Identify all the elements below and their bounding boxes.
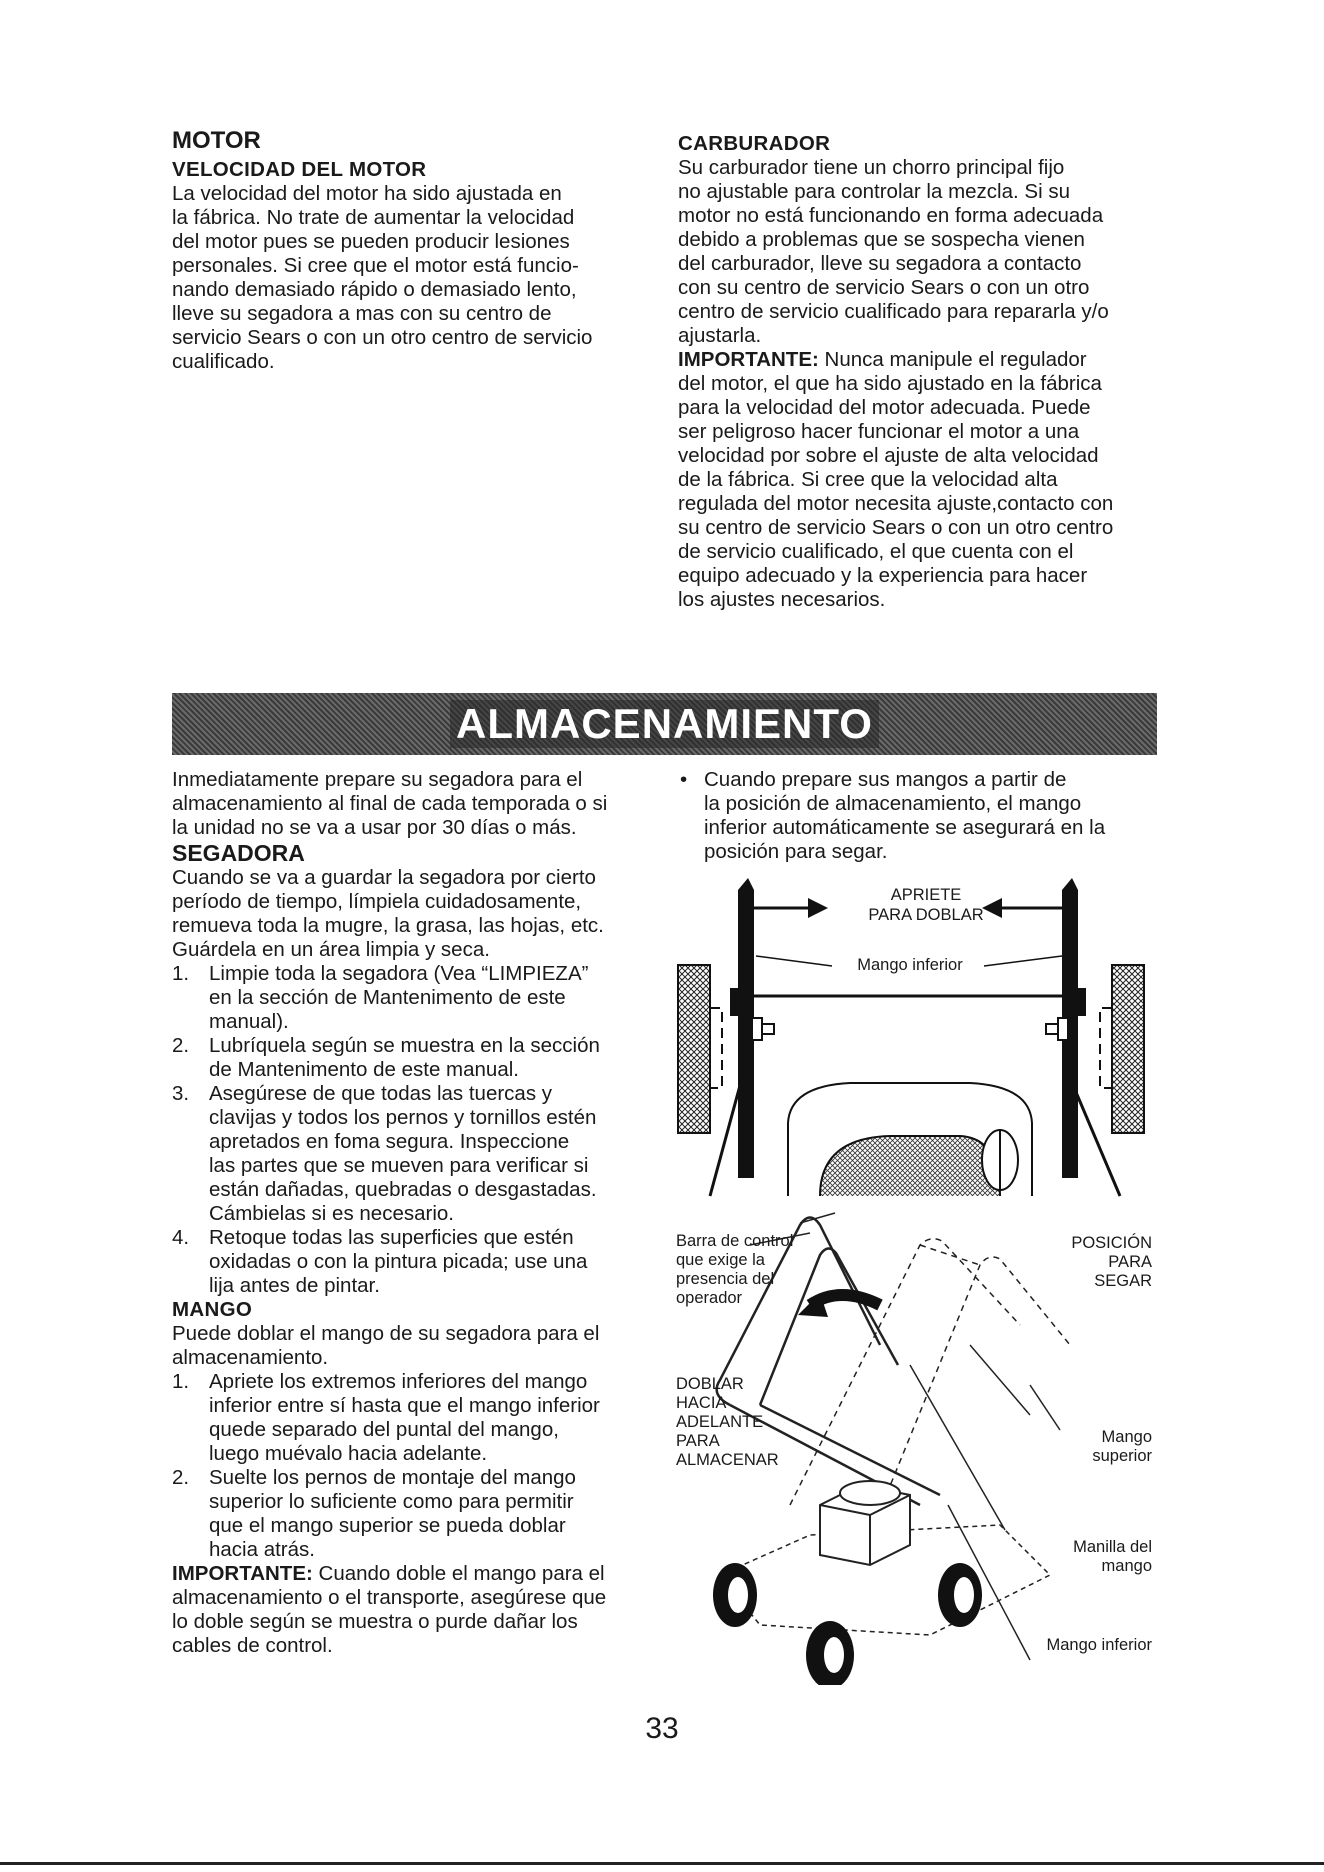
bullet-line: inferior automáticamente se asegurará en la [704, 816, 1106, 839]
manilla-line: mango [1101, 1557, 1152, 1575]
step-number: 3. [172, 1082, 190, 1105]
motor-text-line: la fábrica. No trate de aumentar la velocidad [172, 206, 575, 229]
carburador-text-line: motor no está funcionando en forma adecuada [678, 204, 1104, 227]
step-number: 2. [172, 1466, 190, 1489]
bullet-dot: • [680, 768, 688, 791]
carburador-title: CARBURADOR [678, 132, 831, 155]
mango-step-item [172, 1370, 652, 1466]
carburador-section [678, 132, 1168, 612]
para-doblar-text: PARA DOBLAR [868, 906, 984, 924]
motor-section [172, 127, 652, 374]
right-wheel [1112, 965, 1144, 1133]
mango-step-item [172, 1466, 652, 1562]
barra-line: presencia del [676, 1270, 775, 1288]
mango-inferior-text: Mango inferior [1046, 1636, 1152, 1654]
step-number: 4. [172, 1226, 190, 1249]
bullet-line: la posición de almacenamiento, el mango [704, 792, 1082, 815]
mango-important [172, 1562, 652, 1586]
carburador-text-line: Su carburador tiene un chorro principal fijo [678, 156, 1065, 179]
motor-speed-subtitle: VELOCIDAD DEL MOTOR [172, 158, 427, 181]
page-number: 33 [645, 1712, 679, 1745]
carburador-important-line: de servicio cualificado, el que cuenta con el [678, 540, 1074, 563]
handle-squeeze-illustration [670, 878, 1165, 1198]
motor-text-line: La velocidad del motor ha sido ajustada en [172, 182, 562, 205]
step-number: 1. [172, 962, 190, 985]
important-text: Cuando doble el mango para el [312, 1562, 605, 1585]
posicion-line: PARA [1108, 1253, 1152, 1271]
mango-line: almacenamiento. [172, 1346, 329, 1369]
segadora-line: Guárdela en un área limpia y seca. [172, 938, 490, 961]
step-line: clavijas y todos los pernos y tornillos estén [209, 1106, 597, 1129]
mango-title: MANGO [172, 1298, 253, 1321]
step-line: Asegúrese de que todas las tuercas y [209, 1082, 553, 1105]
carburador-important-line: velocidad por sobre el ajuste de alta velocidad [678, 444, 1099, 467]
front-right-wheel [938, 1563, 982, 1627]
motor-text-line: del motor pues se pueden producir lesiones [172, 230, 570, 253]
carburador-important [678, 348, 1168, 372]
segadora-line: período de tiempo, límpiela cuidadosamente, [172, 890, 582, 913]
step-line: Apriete los extremos inferiores del mango [209, 1370, 588, 1393]
step-line: superior lo suficiente como para permitir [209, 1490, 574, 1513]
intro-line: Inmediatamente prepare su segadora para el [172, 768, 583, 791]
banner-title: ALMACENAMIENTO [450, 700, 879, 748]
step-line: en la sección de Mantenimento de este [209, 986, 566, 1009]
step-line: que el mango superior se pueda doblar [209, 1514, 566, 1537]
step-number: 2. [172, 1034, 190, 1057]
step-number: 1. [172, 1370, 190, 1393]
step-item [172, 1226, 652, 1298]
bullet-line: posición para segar. [704, 840, 888, 863]
important-label: IMPORTANTE: [678, 348, 819, 371]
doblar-line: DOBLAR [676, 1375, 744, 1393]
carburador-important-line: equipo adecuado y la experiencia para hacer [678, 564, 1088, 587]
label-manilla [1040, 1538, 1152, 1576]
segadora-line: remueva toda la mugre, la grasa, las hojas, etc. [172, 914, 604, 937]
carburador-important-line: su centro de servicio Sears o con un otro centro [678, 516, 1114, 539]
motor-title: MOTOR [172, 127, 261, 154]
manilla-line: Manilla del [1073, 1538, 1152, 1556]
step-line: Limpie toda la segadora (Vea “LIMPIEZA” [209, 962, 589, 985]
step-line: Retoque todas las superficies que estén [209, 1226, 574, 1249]
barra-line: operador [676, 1289, 743, 1307]
doblar-line: ADELANTE [676, 1413, 764, 1431]
step-line: luego muévalo hacia adelante. [209, 1442, 488, 1465]
squeeze-arrow-left [754, 898, 828, 918]
carburador-text-line: centro de servicio cualificado para repararla y/o [678, 300, 1109, 323]
label-mango-inferior-top [836, 956, 984, 975]
carburador-important-line: de la fábrica. Si cree que la velocidad alta [678, 468, 1058, 491]
posicion-line: SEGAR [1094, 1272, 1152, 1290]
step-item [172, 1082, 652, 1226]
bottom-divider [0, 1862, 1324, 1865]
step-line: de Mantenimento de este manual. [209, 1058, 519, 1081]
motor-text-line: lleve su segadora a mas con su centro de [172, 302, 552, 325]
label-barra-control [676, 1232, 836, 1308]
intro-line: la unidad no se va a usar por 30 días o más. [172, 816, 577, 839]
front-left-wheel [713, 1563, 757, 1627]
intro-line: almacenamiento al final de cada temporada o si [172, 792, 608, 815]
doblar-line: ALMACENAR [676, 1451, 779, 1469]
motor-text-line: servicio Sears o con un otro centro de servicio [172, 326, 593, 349]
almacenamiento-banner [172, 693, 1157, 755]
carburador-important-line: del motor, el que ha sido ajustado en la fábrica [678, 372, 1102, 395]
mango-inferior-text: Mango inferior [857, 956, 963, 974]
barra-line: Barra de control [676, 1232, 794, 1250]
step-line: quede separado del puntal del mango, [209, 1418, 559, 1441]
step-line: lija antes de pintar. [209, 1274, 380, 1297]
carburador-important-line: ser peligroso hacer funcionar el motor a una [678, 420, 1080, 443]
step-item [172, 962, 652, 1034]
step-line: inferior entre sí hasta que el mango inferior [209, 1394, 600, 1417]
doblar-line: PARA [676, 1432, 720, 1450]
step-line: están dañadas, quebradas o desgastadas. [209, 1178, 597, 1201]
carburador-text-line: ajustarla. [678, 324, 762, 347]
label-apriete [876, 886, 976, 905]
carburador-text-line: no ajustable para controlar la mezcla. Si su [678, 180, 1070, 203]
label-mango-superior [1040, 1428, 1152, 1466]
step-item [172, 1034, 652, 1082]
step-line: Cámbielas si es necesario. [209, 1202, 454, 1225]
carburador-important-line: para la velocidad del motor adecuada. Puede [678, 396, 1091, 419]
step-line: las partes que se mueven para verificar si [209, 1154, 589, 1177]
barra-line: que exige la [676, 1251, 765, 1269]
label-doblar-adelante [676, 1375, 816, 1470]
step-line: manual). [209, 1010, 289, 1033]
carburador-text-line: con su centro de servicio Sears o con un otro [678, 276, 1090, 299]
mango-line: Puede doblar el mango de su segadora para el [172, 1322, 600, 1345]
bullet-line: Cuando prepare sus mangos a partir de [704, 768, 1067, 791]
mango-steps [172, 1370, 652, 1562]
important-text: Nunca manipule el regulador [818, 348, 1087, 371]
step-line: oxidadas o con la pintura picada; use una [209, 1250, 588, 1273]
label-para-doblar [836, 906, 1016, 925]
left-wheel [678, 965, 710, 1133]
segadora-line: Cuando se va a guardar la segadora por cierto [172, 866, 596, 889]
carburador-text-line: debido a problemas que se sospecha vienen [678, 228, 1085, 251]
label-mango-inferior-bottom [1010, 1636, 1152, 1655]
important-label: IMPORTANTE: [172, 1562, 313, 1585]
mango-superior-line: superior [1092, 1447, 1152, 1465]
step-line: Suelte los pernos de montaje del mango [209, 1466, 576, 1489]
apriete-text: APRIETE [890, 886, 962, 904]
label-posicion-segar [1020, 1234, 1152, 1291]
motor-text-line: personales. Si cree que el motor está funcio- [172, 254, 579, 277]
mango-superior-line: Mango [1101, 1428, 1152, 1446]
storage-left-column [172, 768, 652, 1658]
storage-right-column [678, 768, 1168, 864]
mango-important-line: lo doble según se muestra o purde dañar los [172, 1610, 578, 1633]
step-line: hacia atrás. [209, 1538, 315, 1561]
posicion-line: POSICIÓN [1071, 1234, 1152, 1252]
segadora-title: SEGADORA [172, 840, 305, 866]
carburador-important-line: los ajustes necesarios. [678, 588, 886, 611]
step-line: Lubríquela según se muestra en la sección [209, 1034, 600, 1057]
mango-important-line: almacenamiento o el transporte, asegúrese que [172, 1586, 607, 1609]
motor-text-line: nando demasiado rápido o demasiado lento, [172, 278, 577, 301]
mango-important-line: cables de control. [172, 1634, 333, 1657]
segadora-steps [172, 962, 652, 1298]
carburador-important-line: regulada del motor necesita ajuste,contacto con [678, 492, 1114, 515]
bullet-item [678, 768, 1168, 864]
doblar-line: HACIA [676, 1394, 727, 1412]
motor-text-line: cualificado. [172, 350, 275, 373]
step-line: apretados en foma segura. Inspeccione [209, 1130, 570, 1153]
carburador-text-line: del carburador, lleve su segadora a contacto [678, 252, 1082, 275]
